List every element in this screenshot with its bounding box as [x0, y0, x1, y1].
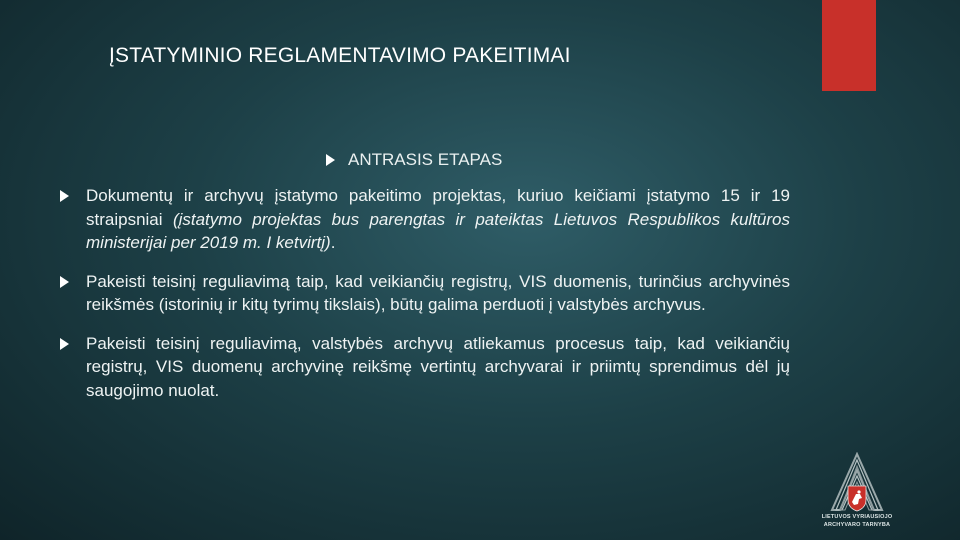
list-item: [60, 270, 790, 317]
logo-caption-line2: ARCHYVARO TARNYBA: [823, 522, 891, 528]
logo-caption-line1: LIETUVOS VYRIAUSIOJO: [821, 514, 893, 520]
archive-logo: [812, 452, 902, 532]
list-item-text: Pakeisti teisinį reguliavimą, valstybės archyvų atliekamus procesus taip, kad veikiančių registrų, VIS duomenų archyvinę reikšmę vertintų archyvarai ir priimtų sprendimus dėl jų saugojimo nuolat.: [86, 333, 790, 400]
list-item-note: (įstatymo projektas bus parengtas ir pateiktas Lietuvos Respublikos kultūros ministerijai per 2019 m. I ketvirtį): [86, 209, 790, 252]
bullet-arrow-icon: [326, 154, 335, 166]
slide-title: ĮSTATYMINIO REGLAMENTAVIMO PAKEITIMAI: [109, 44, 571, 67]
list-item: [60, 184, 790, 255]
bullet-arrow-icon: [60, 190, 69, 202]
list-item: [60, 332, 790, 403]
stage-label: ANTRASIS ETAPAS: [348, 150, 503, 169]
archive-emblem-icon: [812, 452, 902, 514]
stage-heading: [326, 150, 502, 170]
list-item-text: Pakeisti teisinį reguliavimą taip, kad veikiančių registrų, VIS duomenis, turinčius archyvinės reikšmės (istorinių ir kitų tyrimų tikslais), būtų galima perduoti į valstybės archyvus.: [86, 271, 790, 314]
list-item-text: Dokumentų ir archyvų įstatymo pakeitimo projektas, kuriuo keičiami įstatymo 15 ir 19 straipsniai (įstatymo projektas bus parengtas ir pateiktas Lietuvos Respublikos kultūros ministerijai per 2019 m. I ketvirtį).: [86, 186, 790, 252]
bullet-arrow-icon: [60, 276, 69, 288]
accent-tab: [822, 0, 876, 91]
bullet-arrow-icon: [60, 338, 69, 350]
bullet-list: [60, 184, 790, 417]
